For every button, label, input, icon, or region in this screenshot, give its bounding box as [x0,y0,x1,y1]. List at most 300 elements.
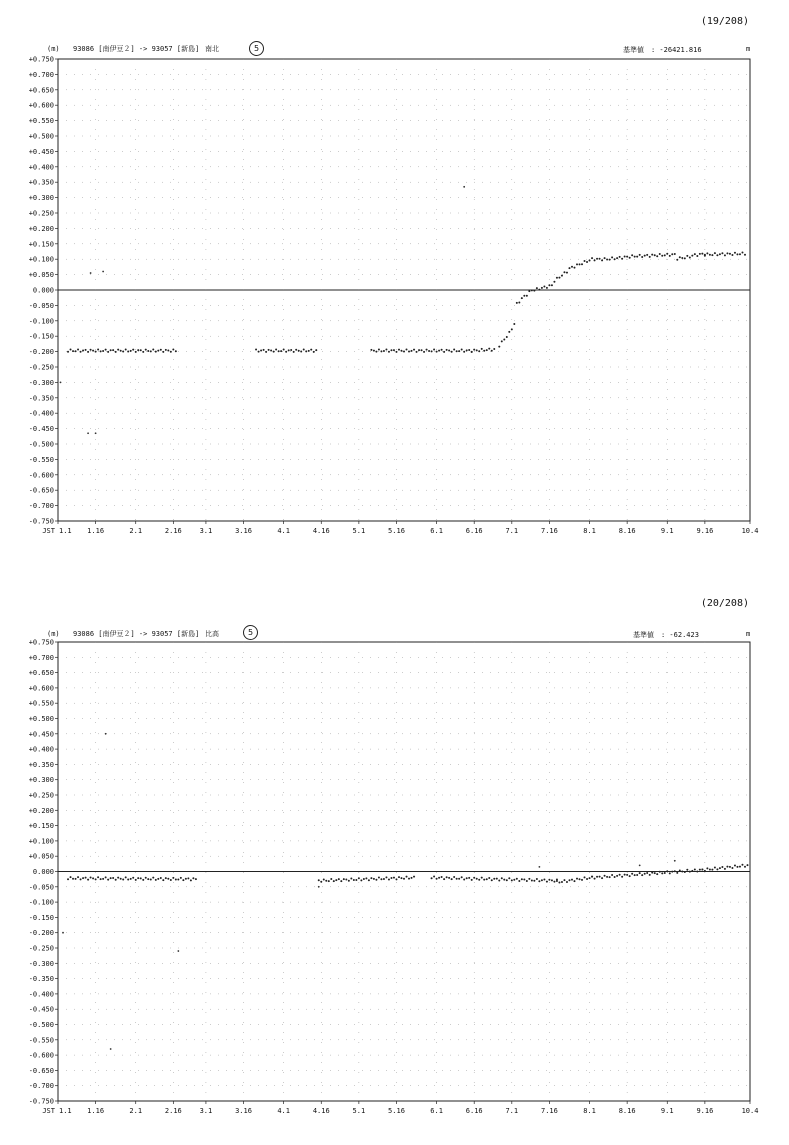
data-point [701,869,703,871]
y-tick-label: -0.300 [28,959,54,968]
data-point [516,878,518,880]
data-point [112,349,114,351]
data-point [566,881,568,883]
x-tick-label: 8.1 [583,527,596,535]
data-point [481,348,483,350]
data-point [579,878,581,880]
data-point [145,349,147,351]
data-point [641,256,643,258]
data-point [90,877,92,879]
data-point [721,252,723,254]
data-point [671,253,673,255]
data-point [300,351,302,353]
y-tick-label: -0.700 [28,1082,54,1091]
data-point [646,872,648,874]
x-tick-label: 1.1 [59,1107,72,1115]
data-point [734,864,736,866]
y-tick-label: +0.650 [28,669,54,678]
data-point [639,872,641,874]
data-point [275,348,277,350]
y-tick-label: +0.750 [28,55,54,64]
data-point-outlier [110,1048,112,1050]
data-point [521,297,523,299]
data-point [448,349,450,351]
data-point [644,255,646,257]
data-point [704,255,706,257]
data-point [531,879,533,881]
data-point [107,351,109,353]
data-point [676,872,678,874]
data-point [503,338,505,340]
y-tick-label: 0.000 [32,868,54,876]
data-point [538,289,540,291]
data-point [594,878,596,880]
data-point [491,350,493,352]
data-point [75,878,77,880]
data-point [476,878,478,880]
data-point [303,348,305,350]
y-tick-label: +0.600 [28,684,54,693]
data-point [375,351,377,353]
data-point [528,878,530,880]
data-point [383,350,385,352]
data-point [706,252,708,254]
data-point [541,287,543,289]
data-point [368,879,370,881]
data-point [596,258,598,260]
data-point [265,351,267,353]
y-tick-label: -0.200 [28,348,54,357]
data-point [584,260,586,262]
data-point [343,878,345,880]
data-point [142,351,144,353]
y-tick-label: -0.750 [28,1097,54,1106]
data-point [117,877,119,879]
data-point [461,349,463,351]
data-point [298,350,300,352]
data-point [170,879,172,881]
data-point [709,869,711,871]
chart-plot [0,590,789,1145]
data-point [283,349,285,351]
data-point [157,878,159,880]
y-tick-label: +0.100 [28,255,54,264]
data-point [383,878,385,880]
data-point [596,876,598,878]
x-tick-label: 3.1 [199,527,213,535]
data-point [724,868,726,870]
data-point [561,881,563,883]
data-point [636,874,638,876]
data-point [378,348,380,350]
y-tick-label: +0.650 [28,86,54,95]
data-point [481,877,483,879]
data-point [741,252,743,254]
y-tick-label: -0.350 [28,394,54,403]
data-point [471,351,473,353]
data-point [573,267,575,269]
data-point [684,871,686,873]
data-point [649,256,651,258]
data-point [616,875,618,877]
y-tick-label: -0.250 [28,363,54,372]
data-point [646,254,648,256]
data-point [373,878,375,880]
data-point [614,258,616,260]
data-point [513,323,515,325]
data-point [694,253,696,255]
data-point [453,876,455,878]
data-point [543,879,545,881]
data-point [553,281,555,283]
data-point [135,351,137,353]
data-point [488,348,490,350]
data-point-outlier [639,864,641,866]
x-tick-label: 7.1 [505,527,519,535]
data-point [699,869,701,871]
data-point [95,878,97,880]
x-tick-label: 2.1 [129,1107,143,1115]
data-point [293,351,295,353]
data-point [599,876,601,878]
data-point [541,879,543,881]
data-point [446,349,448,351]
page-number: (19/208) [700,16,749,27]
data-point [551,284,553,286]
data-point [538,880,540,882]
data-point [147,878,149,880]
data-point [340,880,342,882]
x-tick-label: 1.1 [59,527,72,535]
data-point [110,349,112,351]
data-point [686,869,688,871]
data-point [471,879,473,881]
data-point [666,870,668,872]
y-tick-label: -0.300 [28,378,54,387]
data-point [441,349,443,351]
data-point [145,877,147,879]
data-point [548,879,550,881]
data-point [691,870,693,872]
data-point [446,876,448,878]
data-point [406,876,408,878]
y-tick-label: +0.450 [28,147,54,156]
x-tick-label: 5.1 [352,527,366,535]
data-point [100,350,102,352]
data-point [280,350,282,352]
data-point [413,349,415,351]
data-point [323,878,325,880]
data-point [556,880,558,882]
data-point [511,328,513,330]
data-point [478,879,480,881]
data-point [385,876,387,878]
data-point [348,880,350,882]
data-point [568,879,570,881]
data-point [380,878,382,880]
data-point [493,878,495,880]
data-point [436,878,438,880]
data-point [631,873,633,875]
reference-value: 基準値 : -26421.816 [623,46,702,54]
data-point [699,253,701,255]
x-tick-label: 4.1 [277,1107,290,1115]
data-point [671,871,673,873]
data-point [674,870,676,872]
data-point [478,350,480,352]
data-point [696,871,698,873]
data-point [506,336,508,338]
data-point [736,253,738,255]
y-tick-label: +0.200 [28,806,54,815]
data-point [426,349,428,351]
data-point [681,870,683,872]
data-point [458,878,460,880]
data-point [746,864,748,866]
data-point [117,349,119,351]
data-point [370,877,372,879]
x-tick-label: 7.1 [505,1107,519,1115]
data-point [160,349,162,351]
y-tick-label: -0.400 [28,409,54,418]
data-point [548,284,550,286]
data-point [651,872,653,874]
data-point [616,257,618,259]
y-tick-label: +0.150 [28,240,54,249]
y-tick-label: +0.700 [28,70,54,79]
data-point [473,877,475,879]
data-point [483,350,485,352]
data-point [172,877,174,879]
y-tick-label: 0.000 [32,286,54,295]
data-point [731,867,733,869]
data-point [526,880,528,882]
data-point [333,880,335,882]
data-point [546,287,548,289]
data-point [516,302,518,304]
data-point-outlier [95,432,97,434]
data-point [518,302,520,304]
data-point [694,868,696,870]
x-tick-label: 1.16 [87,527,105,535]
data-point [594,259,596,261]
data-point [413,876,415,878]
data-point [493,348,495,350]
x-tick-label: 8.1 [583,1107,596,1115]
y-tick-label: -0.500 [28,1021,54,1029]
data-point [411,350,413,352]
data-point [523,879,525,881]
data-point [335,879,337,881]
data-point [380,350,382,352]
data-point [152,348,154,350]
data-point [308,350,310,352]
data-point [531,289,533,291]
x-tick-label: 9.16 [696,527,714,535]
x-tick-label: 7.16 [540,527,558,535]
y-tick-label: -0.150 [28,332,54,341]
data-point [155,351,157,353]
data-point [365,877,367,879]
data-point [406,348,408,350]
data-point [95,351,97,353]
y-tick-label: +0.100 [28,837,54,846]
data-point [711,869,713,871]
data-point [458,350,460,352]
x-tick-label: 5.1 [352,1107,366,1115]
data-point [87,879,89,881]
data-point [97,348,99,350]
data-point [438,877,440,879]
data-point [719,253,721,255]
data-point [112,877,114,879]
data-point [513,879,515,881]
data-point [689,257,691,259]
data-point [90,349,92,351]
data-point-outlier [538,866,540,868]
data-point [589,877,591,879]
data-point [656,255,658,257]
data-point [543,286,545,288]
data-point [624,256,626,258]
data-point [599,258,601,260]
data-point [619,874,621,876]
data-point [669,255,671,257]
y-tick-label: -0.150 [28,913,54,922]
data-point [70,876,72,878]
unit-label: (m) [47,630,60,638]
data-point [521,878,523,880]
data-point [375,879,377,881]
data-point [581,263,583,265]
y-tick-label: -0.600 [28,1051,54,1060]
data-point [140,349,142,351]
x-axis-prefix: JST [42,1107,55,1115]
data-point [536,287,538,289]
chart-plot [0,0,789,560]
data-point [666,253,668,255]
x-tick-label: 2.16 [164,527,182,535]
y-tick-label: +0.500 [28,132,54,141]
reference-unit: m [746,630,751,638]
data-point [127,878,129,880]
data-point [443,878,445,880]
y-tick-label: +0.200 [28,224,54,233]
data-point [553,881,555,883]
y-tick-label: -0.250 [28,944,54,953]
data-point [651,254,653,256]
data-point [97,876,99,878]
data-point [278,350,280,352]
data-point [624,874,626,876]
y-tick-label: +0.750 [28,638,54,647]
data-point [273,351,275,353]
data-point [162,351,164,353]
data-point [70,349,72,351]
data-point [137,877,139,879]
data-point [165,877,167,879]
data-point [80,351,82,353]
data-point [137,349,139,351]
data-point [82,349,84,351]
data-point [689,871,691,873]
data-point [318,879,320,881]
data-point [576,878,578,880]
page-number: (20/208) [700,598,749,609]
y-tick-label: +0.300 [28,194,54,203]
x-tick-label: 8.16 [618,527,636,535]
data-point-outlier [62,932,64,934]
data-point [328,880,330,882]
data-point [684,257,686,259]
route-label: 93086 [南伊豆２] -> 93057 [新島] [73,630,200,638]
data-point [714,866,716,868]
data-point [403,878,405,880]
data-point [170,351,172,353]
data-point [373,350,375,352]
data-point [473,349,475,351]
data-point [486,349,488,351]
y-tick-label: +0.300 [28,776,54,785]
data-point [288,349,290,351]
data-point [92,877,94,879]
y-tick-label: +0.550 [28,699,54,708]
y-tick-label: -0.050 [28,883,54,892]
data-point [77,876,79,878]
data-point [528,290,530,292]
data-point [621,258,623,260]
data-point [649,874,651,876]
data-point [190,879,192,881]
x-tick-label: 2.1 [129,527,143,535]
data-point [576,263,578,265]
data-point [127,350,129,352]
data-point [586,261,588,263]
data-point [566,272,568,274]
data-point [75,350,77,352]
chart-panel-bottom [0,590,789,1145]
data-point [506,879,508,881]
y-tick-label: +0.700 [28,653,54,662]
data-point [701,253,703,255]
data-point [431,877,433,879]
data-point [573,880,575,882]
data-point [659,253,661,255]
data-point [431,350,433,352]
data-point [363,878,365,880]
x-axis-prefix: JST [42,527,55,535]
data-point [395,351,397,353]
data-point [130,350,132,352]
data-point [739,866,741,868]
data-point [679,256,681,258]
y-tick-label: +0.550 [28,117,54,126]
data-point [258,351,260,353]
data-point-outlier [90,272,92,274]
y-tick-label: -0.350 [28,975,54,984]
reference-unit: m [746,45,751,53]
data-point-outlier [463,186,465,188]
data-point [716,254,718,256]
y-tick-label: -0.700 [28,502,54,511]
data-point [604,875,606,877]
data-point [155,879,157,881]
data-point [729,866,731,868]
data-point [664,254,666,256]
data-point [579,263,581,265]
data-point [290,349,292,351]
data-point [320,881,322,883]
